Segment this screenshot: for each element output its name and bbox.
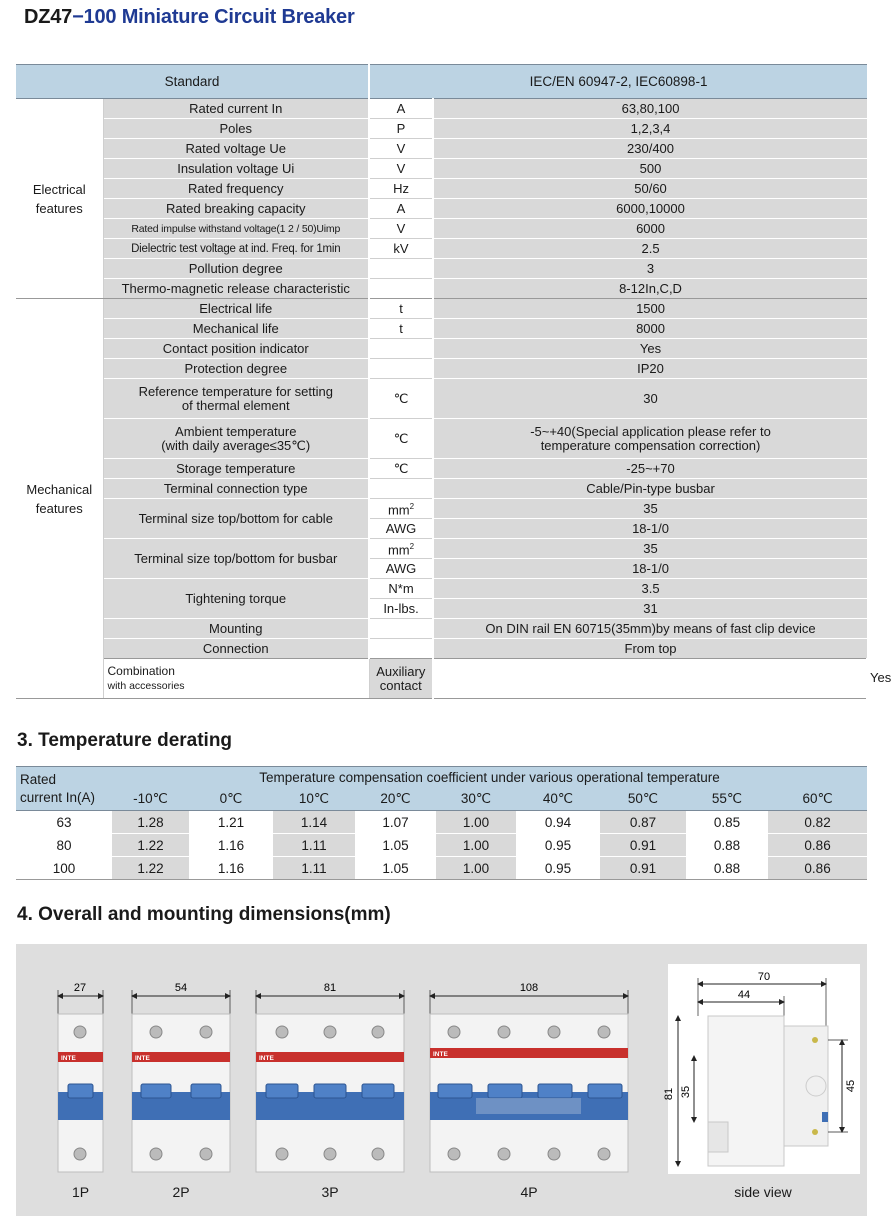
breaker-3p	[256, 982, 404, 1172]
table-row	[16, 539, 867, 559]
value: IP20	[433, 359, 867, 379]
value-line: temperature compensation correction)	[540, 437, 761, 453]
unit	[369, 259, 433, 279]
param: Terminal size top/bottom for cable	[103, 499, 369, 539]
param: Pollution degree	[103, 259, 369, 279]
category-line: features	[35, 500, 83, 516]
unit: AWG	[369, 559, 433, 579]
table-row	[16, 319, 867, 339]
value: Cable/Pin-type busbar	[433, 479, 867, 499]
unit: N*m	[369, 579, 433, 599]
unit: V	[369, 219, 433, 239]
coef-cell: 1.11	[273, 857, 355, 880]
param: Terminal connection type	[103, 479, 369, 499]
param: Rated impulse withstand voltage(1 2 / 50)Uimp	[103, 219, 369, 239]
title-name: −100 Miniature Circuit Breaker	[72, 6, 355, 28]
table-row	[16, 579, 867, 599]
value: 35	[433, 539, 867, 559]
category-line: Electrical	[32, 181, 86, 197]
value: 18-1/0	[433, 519, 867, 539]
table-row	[16, 139, 867, 159]
pole-label-1p: 1P	[71, 1184, 90, 1200]
table-row	[16, 199, 867, 219]
value: 3	[433, 259, 867, 279]
table-row	[16, 179, 867, 199]
category-combination	[103, 659, 369, 699]
dimensions-drawing	[16, 944, 867, 1216]
param-line: Ambient temperature	[175, 423, 297, 439]
coef-cell: 0.85	[686, 811, 768, 834]
coef-cell: 1.22	[112, 857, 189, 880]
coef-cell: 1.16	[189, 857, 273, 880]
coef-cell: 1.00	[436, 834, 516, 857]
param: Protection degree	[103, 359, 369, 379]
unit: ℃	[369, 379, 433, 419]
value: Yes	[433, 339, 867, 359]
param: Poles	[103, 119, 369, 139]
derating-table	[16, 766, 867, 880]
param: Electrical life	[103, 299, 369, 319]
breaker-4p	[430, 982, 628, 1172]
param: Rated current In	[103, 99, 369, 119]
coef-cell: 0.86	[768, 857, 867, 880]
table-row	[16, 619, 867, 639]
table-row	[16, 811, 867, 834]
current-cell: 100	[16, 857, 112, 880]
temp-header: 20℃	[355, 789, 436, 811]
category-mechanical	[16, 299, 103, 699]
value: 30	[433, 379, 867, 419]
unit: Hz	[369, 179, 433, 199]
param: Insulation voltage Ui	[103, 159, 369, 179]
value: 6000	[433, 219, 867, 239]
title-model: DZ47	[24, 6, 73, 28]
derating-heading: 3. Temperature derating	[17, 730, 233, 751]
unit	[433, 659, 867, 699]
table-row	[16, 259, 867, 279]
param-line: (with daily average≤35℃)	[161, 437, 311, 453]
unit: AWG	[369, 519, 433, 539]
table-row	[16, 279, 867, 299]
value	[433, 419, 867, 459]
unit	[369, 639, 433, 659]
unit	[369, 339, 433, 359]
side-mid-label: 35	[680, 1085, 692, 1099]
coef-cell: 1.00	[436, 811, 516, 834]
width-label-3p: 81	[323, 982, 337, 994]
param: Contact position indicator	[103, 339, 369, 359]
table-row	[16, 479, 867, 499]
table-row	[16, 239, 867, 259]
side-total-label: 70	[757, 971, 771, 983]
value: On DIN rail EN 60715(35mm)by means of fast clip device	[433, 619, 867, 639]
unit: A	[369, 99, 433, 119]
unit: In-lbs.	[369, 599, 433, 619]
value: -25~+70	[433, 459, 867, 479]
current-cell: 63	[16, 811, 112, 834]
category-line: Combination	[107, 664, 175, 678]
unit: t	[369, 299, 433, 319]
temp-header: -10℃	[112, 789, 189, 811]
coef-cell: 0.88	[686, 857, 768, 880]
temp-header: 60℃	[768, 789, 867, 811]
coef-cell: 0.95	[516, 857, 600, 880]
coef-cell: 0.87	[600, 811, 686, 834]
category-line: Mechanical	[26, 481, 93, 497]
value: 8000	[433, 319, 867, 339]
param: Mounting	[103, 619, 369, 639]
value: From top	[433, 639, 867, 659]
coef-cell: 0.91	[600, 834, 686, 857]
coef-cell: 0.86	[768, 834, 867, 857]
coef-cell: 0.94	[516, 811, 600, 834]
category-line: features	[35, 200, 83, 216]
value: 35	[433, 499, 867, 519]
value: 3.5	[433, 579, 867, 599]
param: Rated breaking capacity	[103, 199, 369, 219]
brand-4p: INTE	[433, 1051, 448, 1058]
param: Thermo-magnetic release characteristic	[103, 279, 369, 299]
table-row	[16, 219, 867, 239]
unit: P	[369, 119, 433, 139]
table-row	[16, 419, 867, 459]
header-line: current In(A)	[20, 789, 96, 805]
category-line: with accessories	[107, 680, 185, 692]
coef-cell: 1.21	[189, 811, 273, 834]
coef-cell: 1.22	[112, 834, 189, 857]
param: Storage temperature	[103, 459, 369, 479]
param: Rated voltage Ue	[103, 139, 369, 159]
temp-header: 10℃	[273, 789, 355, 811]
table-row	[16, 639, 867, 659]
spec-table	[16, 64, 891, 699]
unit	[369, 359, 433, 379]
param-line: of thermal element	[181, 397, 290, 413]
side-view-label: side view	[734, 1184, 792, 1200]
param: Rated frequency	[103, 179, 369, 199]
pole-label-3p: 3P	[321, 1184, 339, 1200]
value: 6000,10000	[433, 199, 867, 219]
coef-cell: 0.95	[516, 834, 600, 857]
param: Dielectric test voltage at ind. Freq. for 1min	[103, 239, 369, 259]
table-row	[16, 857, 867, 880]
unit: ℃	[369, 419, 433, 459]
superscript: 2	[409, 501, 415, 511]
table-row	[16, 339, 867, 359]
unit: ℃	[369, 459, 433, 479]
dimensions-panel	[16, 944, 867, 1216]
param	[103, 379, 369, 419]
brand-3p: INTE	[259, 1055, 274, 1062]
coef-cell: 1.00	[436, 857, 516, 880]
header-line: Rated	[20, 771, 57, 787]
coef-cell: 1.28	[112, 811, 189, 834]
standard-value: IEC/EN 60947-2, IEC60898-1	[369, 65, 867, 99]
breaker-1p	[58, 982, 103, 1172]
unit: t	[369, 319, 433, 339]
current-cell: 80	[16, 834, 112, 857]
table-row: Combination with accessories Auxiliary contact Yes	[16, 659, 867, 699]
side-height-label: 81	[663, 1087, 675, 1101]
value: 1,2,3,4	[433, 119, 867, 139]
table-row	[16, 299, 867, 319]
temp-header: 40℃	[516, 789, 600, 811]
temps-header-row	[16, 789, 867, 811]
side-right-label: 45	[845, 1079, 857, 1093]
standard-label: Standard	[16, 65, 369, 99]
param: Tightening torque	[103, 579, 369, 619]
unit: kV	[369, 239, 433, 259]
coef-cell: 0.88	[686, 834, 768, 857]
coef-cell: 1.05	[355, 857, 436, 880]
param: Connection	[103, 639, 369, 659]
page-title	[24, 6, 355, 29]
param-line: Reference temperature for setting	[138, 383, 333, 399]
width-label-2p: 54	[174, 982, 188, 994]
unit	[369, 499, 433, 519]
coef-cell: 0.82	[768, 811, 867, 834]
unit-text: mm	[387, 542, 410, 558]
value: 2.5	[433, 239, 867, 259]
value: 1500	[433, 299, 867, 319]
coef-cell: 1.11	[273, 834, 355, 857]
dimensions-heading: 4. Overall and mounting dimensions(mm)	[17, 904, 391, 925]
value: 18-1/0	[433, 559, 867, 579]
coef-cell: 1.14	[273, 811, 355, 834]
param: Terminal size top/bottom for busbar	[103, 539, 369, 579]
unit: V	[369, 139, 433, 159]
pole-label-4p: 4P	[520, 1184, 538, 1200]
param: Mechanical life	[103, 319, 369, 339]
temp-header: 55℃	[686, 789, 768, 811]
brand-1p: INTE	[61, 1055, 76, 1062]
temp-header: 50℃	[600, 789, 686, 811]
table-row	[16, 359, 867, 379]
value: 8-12In,C,D	[433, 279, 867, 299]
rated-current-header	[16, 767, 112, 811]
unit	[369, 279, 433, 299]
value: 50/60	[433, 179, 867, 199]
table-row	[16, 379, 867, 419]
breaker-2p	[132, 982, 230, 1172]
table-row	[16, 159, 867, 179]
table-row	[16, 99, 867, 119]
side-depth-label: 44	[737, 989, 751, 1001]
value: 500	[433, 159, 867, 179]
width-label-4p: 108	[519, 982, 539, 994]
coef-cell: 1.05	[355, 834, 436, 857]
width-label-1p: 27	[73, 982, 87, 994]
unit	[369, 619, 433, 639]
value: 63,80,100	[433, 99, 867, 119]
table-row	[16, 834, 867, 857]
brand-2p: INTE	[135, 1055, 150, 1062]
coef-cell: 0.91	[600, 857, 686, 880]
category-electrical	[16, 99, 103, 299]
unit	[369, 539, 433, 559]
table-row	[16, 499, 867, 519]
unit: A	[369, 199, 433, 219]
unit-text: mm	[387, 502, 410, 518]
table-row	[16, 119, 867, 139]
unit	[369, 479, 433, 499]
temp-header: 30℃	[436, 789, 516, 811]
side-view	[663, 964, 860, 1174]
derating-caption: Temperature compensation coefficient under various operational temperature	[112, 767, 867, 789]
unit: V	[369, 159, 433, 179]
pole-label-2p: 2P	[172, 1184, 190, 1200]
spec-header-row	[16, 65, 867, 99]
param: Auxiliary contact	[369, 659, 433, 699]
value: 31	[433, 599, 867, 619]
temp-header: 0℃	[189, 789, 273, 811]
superscript: 2	[409, 541, 415, 551]
coef-cell: 1.07	[355, 811, 436, 834]
value-line: -5~+40(Special application please refer to	[530, 423, 771, 439]
table-row	[16, 459, 867, 479]
coef-cell: 1.16	[189, 834, 273, 857]
derating-header-row	[16, 767, 867, 789]
value: 230/400	[433, 139, 867, 159]
param	[103, 419, 369, 459]
